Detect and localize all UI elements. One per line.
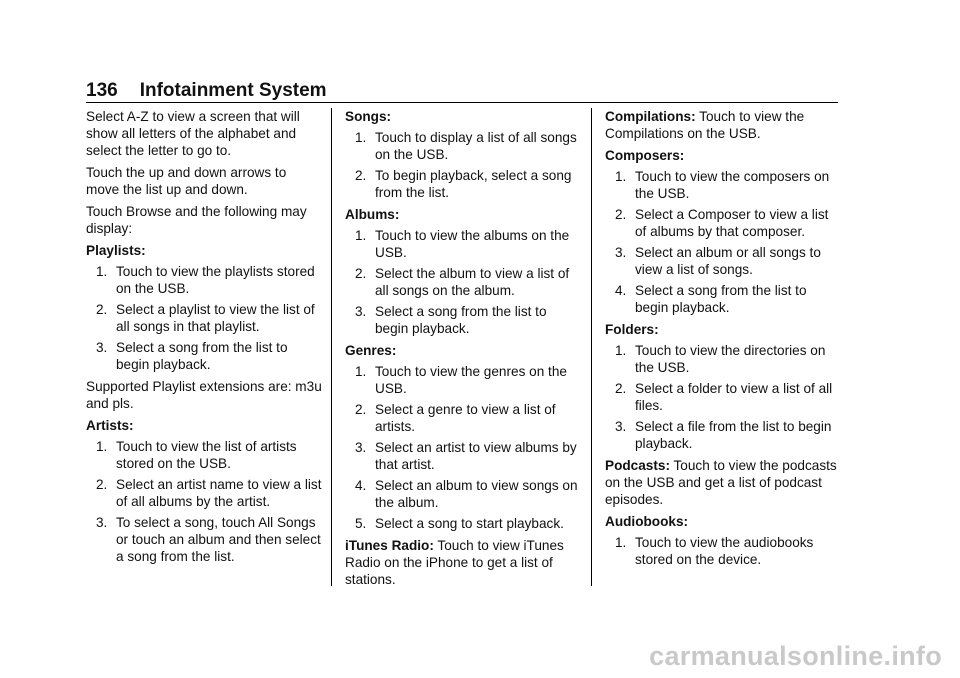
list-songs (345, 129, 581, 201)
column-3 (605, 108, 841, 573)
list-item (605, 342, 841, 376)
itunes-radio-text: Touch to view iTunes Radio on the iPhone to get a list of stations. (345, 538, 564, 587)
item-text: Select a file from the list to begin playback. (635, 419, 832, 451)
list-item (345, 227, 581, 261)
item-text: Select an album or all songs to view a list of songs. (635, 245, 821, 277)
item-text: Touch to view the composers on the USB. (635, 169, 830, 201)
list-item (86, 476, 322, 510)
item-number: 3. (615, 419, 627, 434)
item-text: Select a song from the list to begin playback. (375, 304, 547, 336)
list-composers (605, 168, 841, 316)
heading-folders: Folders: (605, 322, 659, 337)
list-albums (345, 227, 581, 337)
item-number: 2. (355, 168, 367, 183)
item-text: Select a Composer to view a list of albums by that composer. (635, 207, 829, 239)
item-number: 2. (615, 381, 627, 396)
list-item (86, 514, 322, 565)
heading-composers: Composers: (605, 148, 685, 163)
item-text: Select a genre to view a list of artists. (375, 402, 556, 434)
paragraph-podcasts (605, 457, 841, 508)
item-number: 1. (96, 264, 108, 279)
list-item (345, 363, 581, 397)
list-audiobooks (605, 534, 841, 568)
item-text: Select the album to view a list of all songs on the album. (375, 266, 570, 298)
item-text: Select a song from the list to begin playback. (116, 340, 288, 372)
page-number: 136 (86, 80, 118, 101)
heading-songs: Songs: (345, 109, 392, 124)
item-number: 1. (615, 169, 627, 184)
heading-playlists: Playlists: (86, 243, 146, 258)
item-text: Touch to view the list of artists stored on the USB. (116, 439, 297, 471)
item-number: 4. (355, 478, 367, 493)
item-number: 2. (355, 402, 367, 417)
item-text: To begin playback, select a song from the list. (375, 168, 572, 200)
column-2 (345, 108, 581, 593)
item-text: Touch to view the albums on the USB. (375, 228, 570, 260)
paragraph-arrows: Touch the up and down arrows to move the list up and down. (86, 165, 287, 197)
list-genres (345, 363, 581, 532)
compilations-text: Touch to view the Compilations on the USB. (605, 109, 805, 141)
item-number: 3. (96, 515, 108, 530)
list-item (345, 401, 581, 435)
item-text: To select a song, touch All Songs or touch an album and then select a song from the list. (116, 515, 321, 564)
item-number: 1. (96, 439, 108, 454)
list-item (345, 129, 581, 163)
item-text: Touch to view the directories on the USB. (635, 343, 826, 375)
list-item (605, 244, 841, 278)
inline-heading-compilations: Compilations: (605, 109, 696, 124)
list-item (605, 380, 841, 414)
item-number: 1. (615, 535, 627, 550)
list-folders (605, 342, 841, 452)
item-text: Select an artist name to view a list of all albums by the artist. (116, 477, 322, 509)
item-text: Touch to display a list of all songs on the USB. (375, 130, 577, 162)
item-number: 2. (355, 266, 367, 281)
list-item (345, 303, 581, 337)
item-number: 1. (355, 228, 367, 243)
item-number: 2. (96, 302, 108, 317)
item-text: Select an album to view songs on the album. (375, 478, 578, 510)
page-header (86, 80, 327, 102)
list-item (345, 265, 581, 299)
item-text: Select a playlist to view the list of all songs in that playlist. (116, 302, 315, 334)
item-text: Touch to view the genres on the USB. (375, 364, 567, 396)
inline-heading-podcasts: Podcasts: (605, 458, 670, 473)
paragraph-extensions: Supported Playlist extensions are: m3u and pls. (86, 379, 322, 411)
header-rule (86, 102, 838, 103)
list-item (86, 339, 322, 373)
list-item (605, 282, 841, 316)
item-number: 3. (355, 304, 367, 319)
column-divider-1 (331, 108, 332, 586)
list-item (345, 477, 581, 511)
paragraph-browse: Touch Browse and the following may display: (86, 204, 307, 236)
item-number: 2. (615, 207, 627, 222)
heading-audiobooks: Audiobooks: (605, 514, 689, 529)
list-item (605, 534, 841, 568)
list-item (86, 438, 322, 472)
list-artists (86, 438, 322, 565)
paragraph-a-z: Select A-Z to view a screen that will show all letters of the alphabet and select the letter to go to. (86, 109, 300, 158)
list-item (345, 515, 581, 532)
podcasts-text: Touch to view the podcasts on the USB and get a list of podcast episodes. (605, 458, 837, 507)
section-title: Infotainment System (139, 80, 327, 101)
heading-artists: Artists: (86, 418, 134, 433)
item-number: 3. (355, 440, 367, 455)
item-number: 3. (96, 340, 108, 355)
watermark: carmanualsonline.info (649, 641, 942, 671)
paragraph-compilations (605, 108, 841, 142)
list-item (86, 301, 322, 335)
inline-heading-itunes-radio: iTunes Radio: (345, 538, 434, 553)
item-number: 1. (615, 343, 627, 358)
item-number: 3. (615, 245, 627, 260)
item-number: 1. (355, 130, 367, 145)
heading-albums: Albums: (345, 207, 400, 222)
item-text: Select a song from the list to begin playback. (635, 283, 807, 315)
column-1 (86, 108, 322, 570)
list-playlists (86, 263, 322, 373)
item-text: Touch to view the audiobooks stored on the device. (635, 535, 814, 567)
item-number: 4. (615, 283, 627, 298)
list-item (605, 418, 841, 452)
column-divider-2 (591, 108, 592, 586)
item-number: 5. (355, 516, 367, 531)
item-number: 2. (96, 477, 108, 492)
item-text: Touch to view the playlists stored on the USB. (116, 264, 315, 296)
item-text: Select a song to start playback. (375, 516, 564, 531)
list-item (605, 168, 841, 202)
list-item (605, 206, 841, 240)
item-text: Select an artist to view albums by that artist. (375, 440, 577, 472)
heading-genres: Genres: (345, 343, 397, 358)
list-item (345, 439, 581, 473)
list-item (86, 263, 322, 297)
list-item (345, 167, 581, 201)
item-text: Select a folder to view a list of all files. (635, 381, 833, 413)
item-number: 1. (355, 364, 367, 379)
paragraph-itunes-radio (345, 537, 581, 588)
